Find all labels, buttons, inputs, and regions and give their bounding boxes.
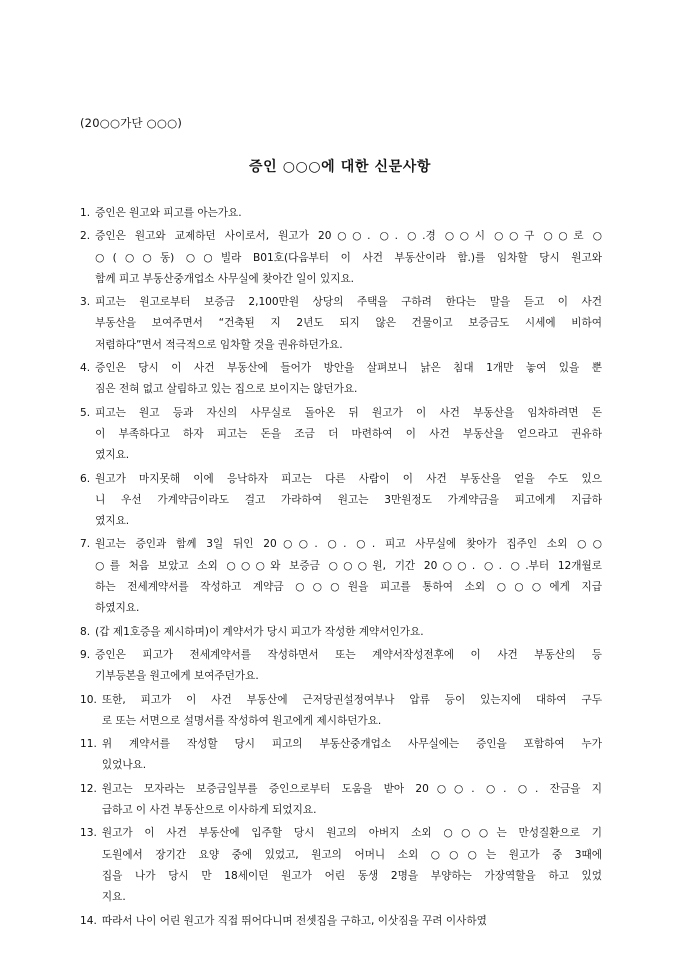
question-number: 6. <box>80 472 91 485</box>
question-line: 부동산을 보여주면서 “건축된 지 2년도 되지 않은 건물이고 보증금도 시세에 비하여 <box>95 317 602 330</box>
question-number: 12. <box>80 782 97 795</box>
question-text <box>102 823 602 908</box>
question-line: 저렴하다”면서 적극적으로 임차할 것을 권유하던가요. <box>95 338 343 351</box>
page-title: 증인 ○○○에 대한 신문사항 <box>249 159 431 175</box>
question-text <box>95 622 602 643</box>
question-line: 원고가 이 사건 부동산에 입주할 당시 원고의 아버지 소외 ○○○는 만성질환으로 기 <box>101 827 602 840</box>
question-line: 도원에서 장기간 요양 중에 있었고, 원고의 어머니 소외 ○○○는 원고가 중 3때에 <box>101 848 602 861</box>
question-number: 4. <box>80 362 91 375</box>
question-item <box>80 690 602 733</box>
question-number: 13. <box>80 827 97 840</box>
question-item <box>80 292 602 356</box>
question-line: 함께 피고 부동산중개업소 사무실에 찾아간 일이 있지요. <box>95 272 355 285</box>
question-line: 따라서 나이 어린 원고가 직접 뛰어다니며 전셋집을 구하고, 이삿짐을 꾸려 이사하였 <box>101 914 487 927</box>
question-number: 9. <box>80 648 91 661</box>
question-number: 8. <box>80 625 91 638</box>
question-line: 였지요. <box>95 515 130 528</box>
question-text <box>102 779 602 822</box>
question-text <box>95 226 602 290</box>
question-line: 증인은 당시 이 사건 부동산에 들어가 방안을 살펴보니 낡은 침대 1개만 놓여 있을 뿐 <box>95 362 602 375</box>
question-line: 니 우선 가계약금이라도 걸고 가라하여 원고는 3만원정도 가계약금을 피고에게 지급하 <box>95 493 602 506</box>
question-item <box>80 226 602 290</box>
question-line: 증인은 원고와 피고를 아는가요. <box>95 207 242 219</box>
question-item <box>80 734 602 777</box>
question-line: 급하고 이 사건 부동산으로 이사하게 되었지요. <box>101 804 317 817</box>
question-item <box>80 403 602 467</box>
question-text <box>95 534 602 619</box>
question-text <box>95 203 602 224</box>
question-number: 14. <box>80 914 97 927</box>
question-item <box>80 823 602 908</box>
question-item <box>80 203 602 224</box>
question-number: 11. <box>80 738 97 751</box>
question-text <box>95 645 602 688</box>
question-item <box>80 645 602 688</box>
question-line: 또한, 피고가 이 사건 부동산에 근저당권설정여부나 압류 등이 있는지에 대하여 구두 <box>101 693 602 706</box>
question-line: 증인은 원고와 교제하던 사이로서, 원고가 20○○. ○. ○.경 ○○시 ○○구 ○○로 ○ <box>95 230 602 243</box>
question-text <box>102 690 602 733</box>
question-text <box>95 469 602 533</box>
question-line: (갑 제1호증을 제시하며)이 계약서가 당시 피고가 작성한 계약서인가요. <box>95 625 424 638</box>
question-item <box>80 534 602 619</box>
question-line: 이 부족하다고 하자 피고는 돈을 조금 더 마련하여 이 사건 부동산을 얻으라고 권유하 <box>95 427 602 440</box>
question-text <box>95 358 602 401</box>
question-line: 원고는 모자라는 보증금일부를 증인으로부터 도움을 받아 20○○. ○. ○. 잔금을 지 <box>101 782 602 795</box>
question-line: 원고는 증인과 함께 3일 뒤인 20○○. ○. ○. 피고 사무실에 찾아가 집주인 소외 ○○ <box>95 538 602 551</box>
question-item <box>80 622 602 643</box>
question-number: 3. <box>80 296 91 309</box>
question-number: 5. <box>80 406 91 419</box>
question-line: 지요. <box>101 891 126 904</box>
question-line: 원고가 마지못해 이에 응낙하자 피고는 다른 사람이 이 사건 부동산을 얻을 수도 있으 <box>95 472 602 485</box>
question-item <box>80 469 602 533</box>
question-line: 기부등본을 원고에게 보여주던가요. <box>95 670 259 683</box>
question-line: 였지요. <box>95 449 130 462</box>
question-line: 로 또는 서면으로 설명서를 작성하여 원고에게 제시하던가요. <box>101 714 382 727</box>
question-line: ○를 처음 보았고 소외 ○○○와 보증금 ○○○원, 기간 20○○. ○. ○.부터 12개월로 <box>95 559 602 572</box>
question-line: 하였지요. <box>95 602 140 615</box>
question-number: 10. <box>80 693 97 706</box>
question-line: 집을 나가 당시 만 18세이던 원고가 어린 동생 2명을 부양하는 가장역할을 하고 있었 <box>101 869 602 882</box>
question-number: 7. <box>80 538 91 551</box>
question-number: 1. <box>80 207 91 219</box>
case-number: (20○○가단 ○○○) <box>80 116 183 130</box>
question-item <box>80 779 602 822</box>
question-item <box>80 911 602 932</box>
question-line: 짐은 전혀 없고 살림하고 있는 집으로 보이지는 않던가요. <box>95 383 358 396</box>
question-line: ○(○○동) ○○빌라 B01호(다음부터 이 사건 부동산이라 함.)를 임차할 당시 원고와 <box>95 251 602 264</box>
question-line: 있었나요. <box>101 759 147 772</box>
question-number: 2. <box>80 230 91 243</box>
question-text <box>102 911 602 932</box>
question-item <box>80 358 602 401</box>
question-line: 하는 전세계약서를 작성하고 계약금 ○○○원을 피고를 통하여 소외 ○○○에게 지급 <box>95 581 602 594</box>
question-line: 피고는 원고 등과 자신의 사무실로 돌아온 뒤 원고가 이 사건 부동산을 임차하려면 돈 <box>95 406 602 419</box>
question-list <box>80 203 602 934</box>
question-line: 피고는 원고로부터 보증금 2,100만원 상당의 주택을 구하려 한다는 말을 듣고 이 사건 <box>95 296 602 309</box>
question-line: 증인은 피고가 전세계약서를 작성하면서 또는 계약서작성전후에 이 사건 부동산의 등 <box>95 648 602 661</box>
question-line: 위 계약서를 작성할 당시 피고의 부동산중개업소 사무실에는 증인을 포함하여 누가 <box>101 738 602 751</box>
question-text <box>102 734 602 777</box>
question-text <box>95 292 602 356</box>
question-text <box>95 403 602 467</box>
